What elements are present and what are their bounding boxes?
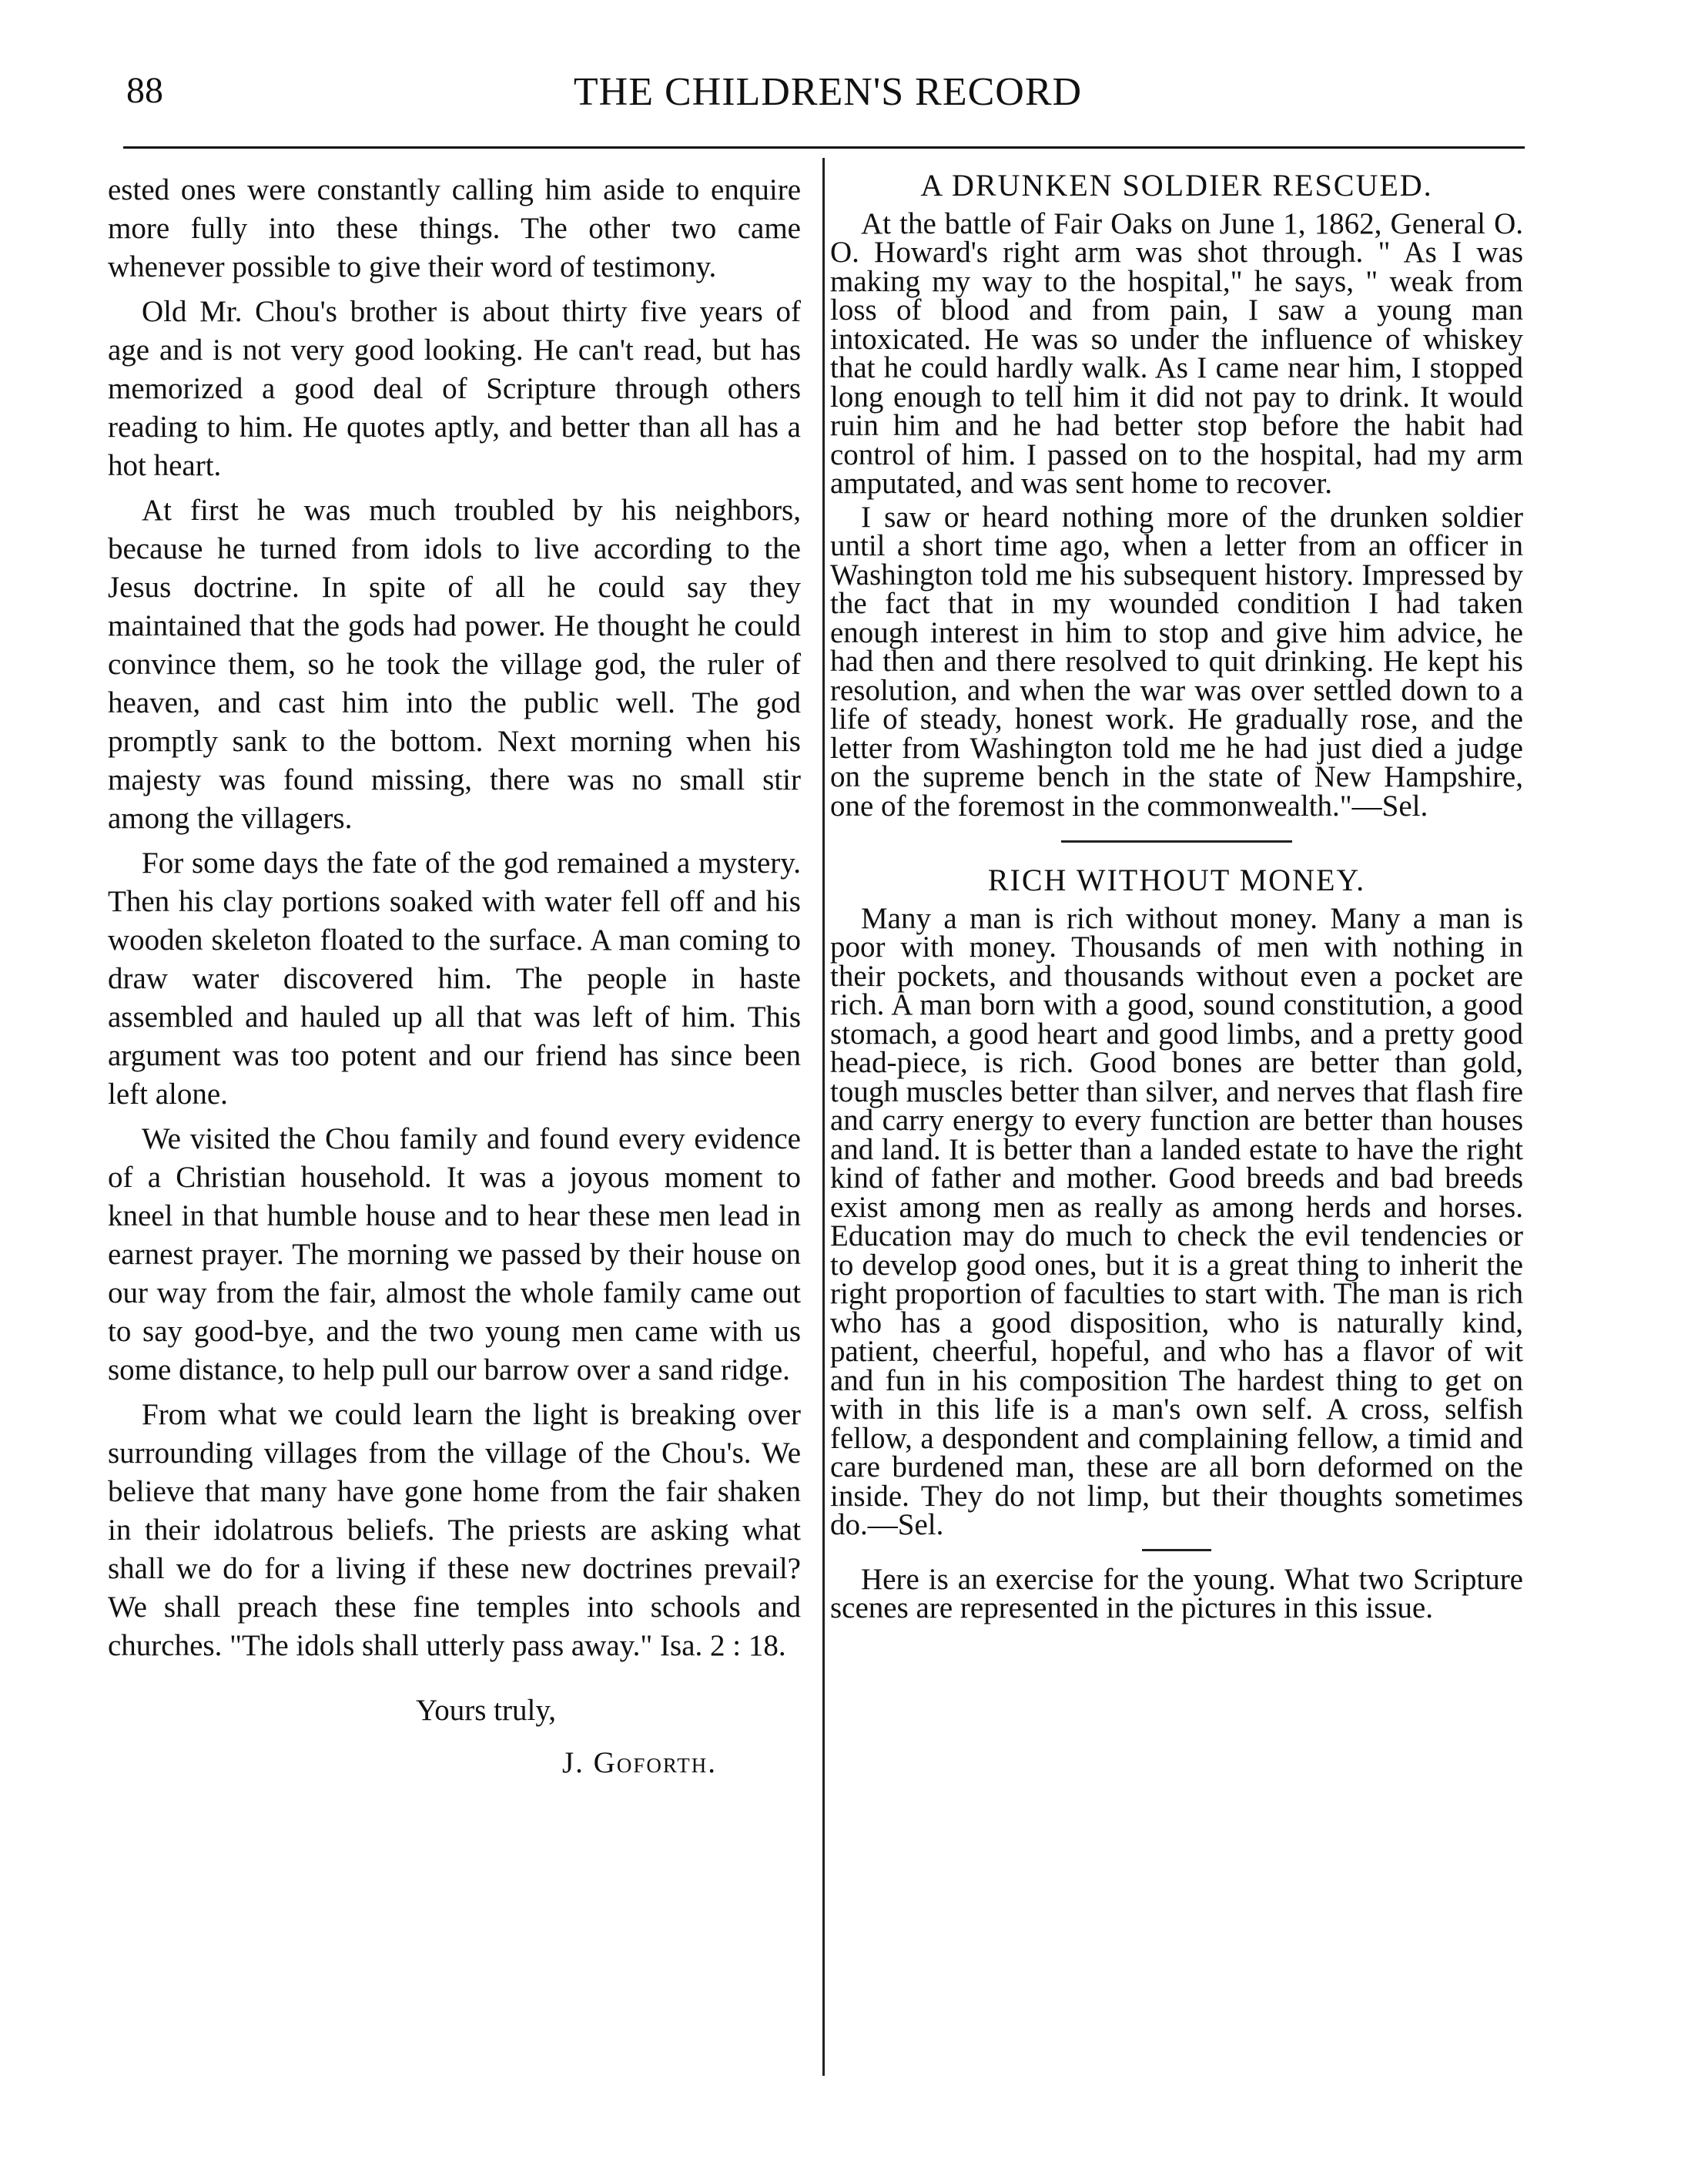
paragraph: For some days the fate of the god remained a mystery. Then his clay portions soaked with water fell off and his wooden skeleton floated to the surface. A man coming to draw water discovered him. The people in haste assembled and hauled up all that was left of him. This argument was too potent and our friend has since been left alone.	[108, 846, 801, 1111]
left-column	[108, 171, 801, 1782]
paragraph: From what we could learn the light is breaking over surrounding villages from the village of the Chou's. We believe that many have gone home from the fair shaken in their idolatrous beliefs. The priests are asking what shall we do for a living if these new doctrines prevail? We shall preach these fine temples into schools and churches. "The idols shall utterly pass away." Isa. 2 : 18.	[108, 1398, 801, 1662]
right-column	[830, 168, 1523, 1628]
paragraph: At the battle of Fair Oaks on June 1, 1862, General O. O. Howard's right arm was shot through. " As I was making my way to the hospital," he says, " weak from loss of blood and from pain, I saw a young man intoxicated. He was so under the influence of whiskey that he could hardly walk. As I came near him, I stopped long enough to tell him it did not pay to drink. It would ruin him and he had better stop before the habit had control of him. I passed on to the hospital, had my arm amputated, and was sent home to recover.	[830, 206, 1523, 500]
column-divider	[822, 158, 825, 2076]
article-headline: A DRUNKEN SOLDIER RESCUED.	[920, 168, 1433, 203]
paragraph: Many a man is rich without money. Many a man is poor with money. Thousands of men with nothing in their pockets, and thousands without even a pocket are rich. A man born with a good, sound constitution, a good stomach, a good heart and good limbs, and a pretty good head-piece, is rich. Good bones are better than gold, tough muscles better than silver, and nerves that flash fire and carry energy to every function are better than houses and land. It is better than a landed estate to have the right kind of father and mother. Good breeds and bad breeds exist among men as really as among herds and horses. Education may do much to check the evil tendencies or to develop good ones, but it is a great thing to inherit the right proportion of faculties to start with. The man is rich who has a good disposition, who is naturally kind, patient, cheerful, hopeful, and who has a flavor of wit and fun in his composition The hardest thing to get on with in this life is a man's own self. A cross, selfish fellow, a despondent and complaining fellow, a timid and care burdened man, these are all born deformed on the inside. They do not limp, but their thoughts sometimes do.—Sel.	[830, 901, 1523, 1541]
paragraph: At first he was much troubled by his neighbors, because he turned from idols to live according to the Jesus doctrine. In spite of all he could say they maintained that the gods had power. He thought he could convince them, so he took the village god, the ruler of heaven, and cast him into the public well. The god promptly sank to the bottom. Next morning when his majesty was found missing, there was no small stir among the villagers.	[108, 494, 801, 835]
paragraph: Old Mr. Chou's brother is about thirty five years of age and is not very good looking. He can't read, but has memorized a good deal of Scripture through others reading to him. He quotes aptly, and better than all has a hot heart.	[108, 295, 801, 482]
section-divider	[1142, 1549, 1211, 1551]
signature: J. Goforth.	[562, 1746, 717, 1779]
paragraph: ested ones were constantly calling him aside to enquire more fully into these things. The other two came whenever possible to give their word of testimony.	[108, 173, 801, 283]
running-title: THE CHILDREN'S RECORD	[573, 70, 1083, 114]
letter-closing	[108, 1691, 801, 1782]
page-number: 88	[126, 70, 163, 111]
header-rule	[123, 146, 1525, 149]
closing-salutation: Yours truly,	[416, 1694, 557, 1727]
page-header	[116, 55, 1540, 125]
paragraph: We visited the Chou family and found every evidence of a Christian household. It was a joyous moment to kneel in that humble house and to hear these men lead in earnest prayer. The morning we passed by their house on our way from the fair, almost the whole family came out to say good-bye, and the two young men came with us some distance, to help pull our barrow over a sand ridge.	[108, 1122, 801, 1386]
paragraph: I saw or heard nothing more of the drunken soldier until a short time ago, when a letter from an officer in Washington told me his subsequent history. Impressed by the fact that in my wounded condition I had taken enough interest in him to stop and give him advice, he had then and there resolved to quit drinking. He kept his resolution, and when the war was over settled down to a life of steady, honest work. He gradually rose, and the letter from Washington told me he had just died a judge on the supreme bench in the state of New Hampshire, one of the foremost in the commonwealth."—Sel.	[830, 500, 1523, 823]
section-divider	[1061, 840, 1292, 843]
article-headline: RICH WITHOUT MONEY.	[987, 863, 1366, 897]
note-paragraph: Here is an exercise for the young. What two Scripture scenes are represented in the pictures in this issue.	[830, 1562, 1523, 1624]
